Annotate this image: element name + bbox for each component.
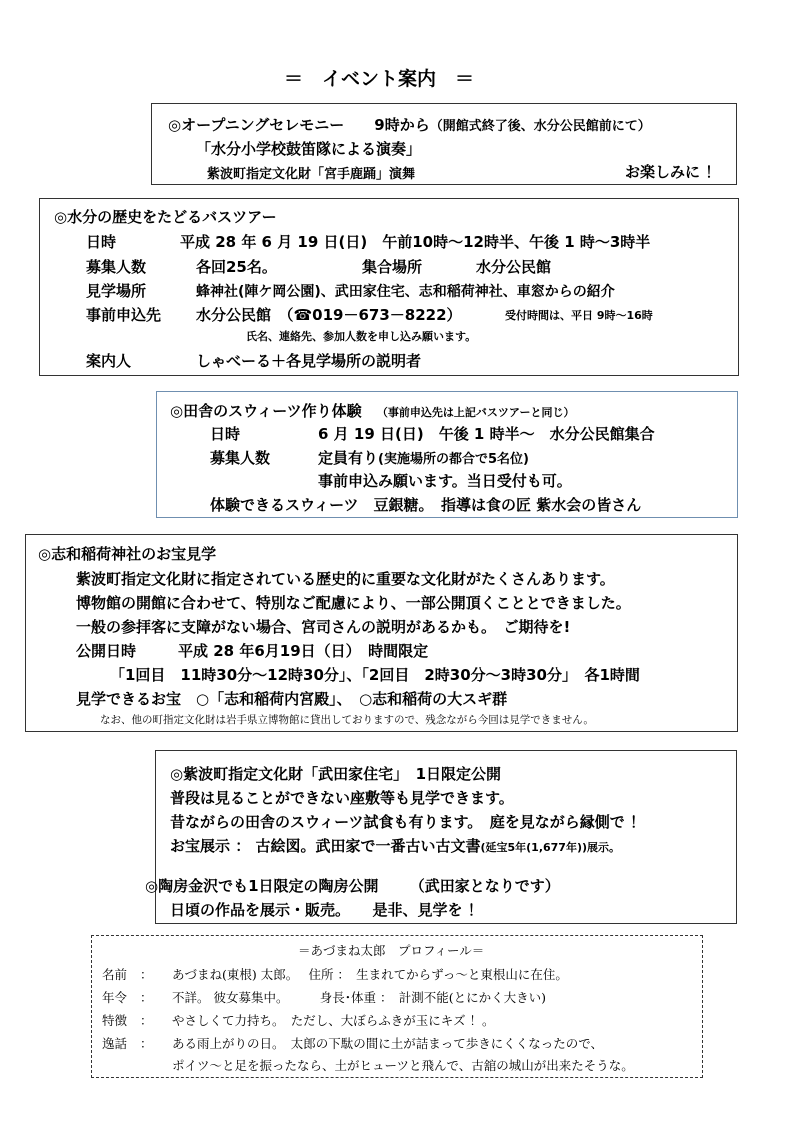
bus-meet-label: 集合場所 xyxy=(362,258,423,276)
pottery-heading xyxy=(145,875,560,896)
takeda-treasure: お宝展示 ： 古絵図。武田家で一番古い古文書 xyxy=(170,837,481,855)
opening-enjoy: お楽しみに ！ xyxy=(625,163,721,181)
profile-heading: ＝あづまね太郎 プロフィール＝ xyxy=(298,943,485,958)
shrine-p3: 一般の参拝客に支障がない場合、宮司さんの説明があるかも。 ご期待を! xyxy=(76,618,571,636)
profile-colon-trait: ： xyxy=(140,1013,153,1028)
shrine-heading: ◎志和稲荷神社のお宝見学 xyxy=(38,545,217,563)
profile-legend-continued: ポイツ～と足を振ったなら、土がヒューツと飛んで、古舘の城山が出来たそうな。 xyxy=(172,1058,634,1073)
opening-performance: 「水分小学校鼓笛隊による演奏」 xyxy=(196,140,422,158)
opening-title: ◎オープニングセレモニー 9時から xyxy=(168,116,430,134)
bus-date-value: 平成 28 年 6 月 19 日(日) 午前10時～12時半、午後 1 時～3時半 xyxy=(180,233,651,251)
shrine-p1: 紫波町指定文化財に指定されている歴史的に重要な文化財がたくさんあります。 xyxy=(76,570,615,588)
pottery-location: （武田家となりです） xyxy=(409,877,560,895)
sweets-heading xyxy=(170,400,575,421)
sweets-date-label: 日時 xyxy=(210,425,241,443)
shrine-open-label: 公開日時 xyxy=(76,642,137,660)
shrine-note: なお、他の町指定文化財は岩手県立博物館に貸出しておりますので、残念ながら今回は見学できません。 xyxy=(100,714,594,726)
bus-recruit-label: 募集人数 xyxy=(86,258,147,276)
bus-visit-label: 見学場所 xyxy=(86,282,147,300)
pottery-title: ◎陶房金沢でも1日限定の陶房公開 xyxy=(145,877,379,895)
shrine-times: 「1回目 11時30分～12時30分」、「2回目 2時30分～3時30分」 各1時間 xyxy=(110,666,640,684)
shrine-open-value: 平成 28 年6月19日（日） 時間限定 xyxy=(178,642,429,660)
shrine-p2: 博物館の開館に合わせて、特別なご配慮により、一部公開頂くこととできました。 xyxy=(76,594,631,612)
sweets-title: ◎田舎のスウィーツ作り体験 xyxy=(170,402,362,420)
page-title: ＝ イベント案内 ＝ xyxy=(284,68,475,90)
sweets-capacity: 定員有り xyxy=(318,449,379,467)
profile-colon-name: ： xyxy=(140,967,153,982)
shrine-treasure: 見学できるお宝 ○「志和稲荷内宮殿」、 ○志和稲荷の大スギ群 xyxy=(76,690,508,708)
bus-recruit-value: 各回25名。 xyxy=(196,258,277,276)
bus-apply-label: 事前申込先 xyxy=(86,306,162,324)
bus-apply-value: 水分公民館 （☎019－673－8222） xyxy=(196,306,462,324)
sweets-recruit-label: 募集人数 xyxy=(210,449,271,467)
sweets-line: 体験できるスウィーツ 豆銀糖。 指導は食の匠 紫水会の皆さん xyxy=(210,496,642,514)
opening-line1 xyxy=(168,114,651,135)
takeda-l3 xyxy=(170,835,620,856)
profile-label-legend: 逸話 xyxy=(102,1036,128,1051)
sweets-apply-note: （事前申込先は上記バスツアーと同じ） xyxy=(376,406,575,419)
bus-date-label: 日時 xyxy=(86,233,117,251)
profile-text-trait: やさしくて力持ち。 ただし、大ぼらふきが玉にキズ ！。 xyxy=(172,1013,495,1028)
profile-text-name: あづまね(東根) 太郎。 住所 ： 生まれてからずっ～と東根山に在住。 xyxy=(172,967,568,982)
profile-label-trait: 特徴 xyxy=(102,1013,128,1028)
profile-label-name: 名前 xyxy=(102,967,128,982)
sweets-apply-line: 事前申込み願います。当日受付も可。 xyxy=(318,472,572,490)
sweets-capacity-note: (実施場所の都合で5名位) xyxy=(378,452,529,467)
bus-guide-value: しゃべーる＋各見学場所の説明者 xyxy=(196,352,422,370)
bus-visit-value: 蜂神社(陣ケ岡公園)、武田家住宅、志和稲荷神社、車窓からの紹介 xyxy=(196,284,615,300)
profile-text-legend: ある雨上がりの日。 太郎の下駄の間に土が詰まって歩きにくくなったので、 xyxy=(172,1036,604,1051)
bus-apply-hours: 受付時間は、平日 9時～16時 xyxy=(505,309,653,322)
takeda-l1: 普段は見ることができない座敷等も見学できます。 xyxy=(170,789,514,807)
takeda-heading: ◎紫波町指定文化財「武田家住宅」 1日限定公開 xyxy=(170,765,502,783)
profile-colon-age: ： xyxy=(140,990,153,1005)
takeda-document-date: (延宝5年(1,677年))展示。 xyxy=(480,841,621,854)
takeda-l2: 昔ながらの田舎のスウィーツ試食も有ります。 庭を見ながら縁側で ！ xyxy=(170,813,646,831)
opening-location: （開館式終了後、水分公民館前にて） xyxy=(429,119,651,134)
profile-label-age: 年令 xyxy=(102,990,128,1005)
bus-guide-label: 案内人 xyxy=(86,352,132,370)
bus-apply-note: 氏名、連絡先、参加人数を申し込み願います。 xyxy=(246,330,477,343)
bus-meet-value: 水分公民館 xyxy=(476,258,552,276)
profile-colon-legend: ： xyxy=(140,1036,153,1051)
bus-tour-heading: ◎水分の歴史をたどるバスツアー xyxy=(54,208,277,226)
profile-text-age: 不詳。 彼女募集中。 身長･体重 ： 計測不能(とにかく大きい) xyxy=(172,990,546,1005)
opening-dance: 紫波町指定文化財「宮手鹿踊」演舞 xyxy=(207,167,416,182)
pottery-l1: 日頃の作品を展示・販売。 是非、見学を ！ xyxy=(170,901,483,919)
sweets-recruit-value xyxy=(318,447,529,468)
sweets-date-value: 6 月 19 日(日) 午後 1 時半～ 水分公民館集合 xyxy=(318,425,655,443)
